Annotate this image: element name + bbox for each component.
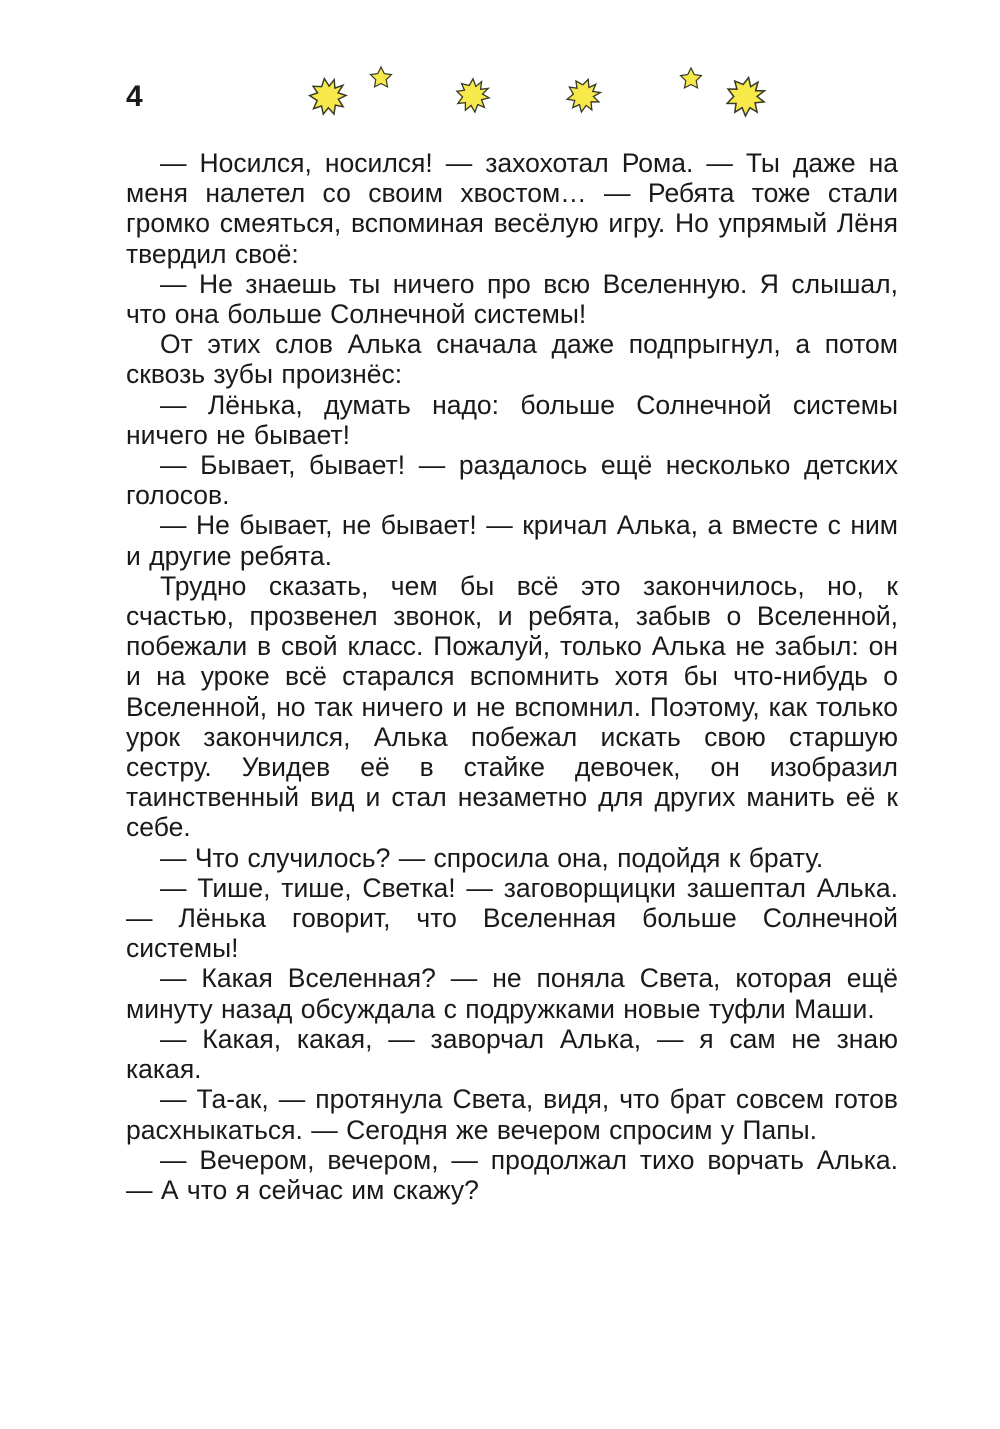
paragraph: От этих слов Алька сначала даже подпрыгнул, а потом сквозь зубы произнёс: [126, 329, 898, 390]
small-star-icon [371, 67, 392, 87]
sun-burst-icon [457, 79, 489, 112]
body-text [126, 148, 898, 1205]
page-number: 4 [126, 80, 143, 113]
paragraph: — Та-ак, — протянула Света, видя, что брат совсем готов расхныкаться. — Сегодня же вечером спросим у Папы. [126, 1084, 898, 1145]
paragraph: — Лёнька, думать надо: больше Солнечной системы ничего не бывает! [126, 389, 898, 450]
sun-burst-icon [564, 75, 604, 115]
paragraph: — Бывает, бывает! — раздалось ещё несколько детских голосов. [126, 450, 898, 511]
burst-star-icon [307, 75, 350, 118]
small-star-icon [681, 68, 702, 88]
paragraph: — Не знаешь ты ничего про всю Вселенную. Я слышал, что она больше Солнечной системы! [126, 268, 898, 330]
paragraph: — Тише, тише, Светка! — заговорщицки зашептал Алька. — Лёнька говорит, что Вселенная больше Солнечной системы! [126, 872, 898, 964]
paragraph: — Что случилось? — спросила она, подойдя к брату. [160, 842, 824, 873]
paragraph: — Носился, носился! — захохотал Рома. — Ты даже на меня налетел со своим хвостом… — Ребята тоже стали громко смеяться, вспоминая весёлую игру. Но упрямый Лёня твердил своё: [126, 148, 898, 269]
paragraph: — Вечером, вечером, — продолжал тихо ворчать Алька. — А что я сейчас им скажу? [126, 1144, 898, 1205]
paragraph: — Не бывает, не бывает! — кричал Алька, а вместе с ним и другие ребята. [126, 510, 898, 571]
burst-star-icon [725, 75, 767, 118]
paragraph: — Какая Вселенная? — не поняла Света, которая ещё минуту назад обсуждала с подружками новые туфли Маши. [126, 963, 898, 1024]
stars-decoration [0, 0, 1000, 140]
paragraph: Трудно сказать, чем бы всё это закончилось, но, к счастью, прозвенел звонок, и ребята, забыв о Вселенной, побежали в свой класс. Пожалуй, только Алька не забыл: он и на уроке всё старался вспомнить хотя бы что-нибудь о Вселенной, но так ничего и не вспомнил. Поэтому, как только урок закончился, Алька побежал искать свою старшую сестру. Увидев её в стайке девочек, он изобразил таинственный вид и стал незаметно для других манить её к себе. [126, 570, 898, 843]
paragraph: — Какая, какая, — заворчал Алька, — я сам не знаю какая. [126, 1023, 898, 1085]
